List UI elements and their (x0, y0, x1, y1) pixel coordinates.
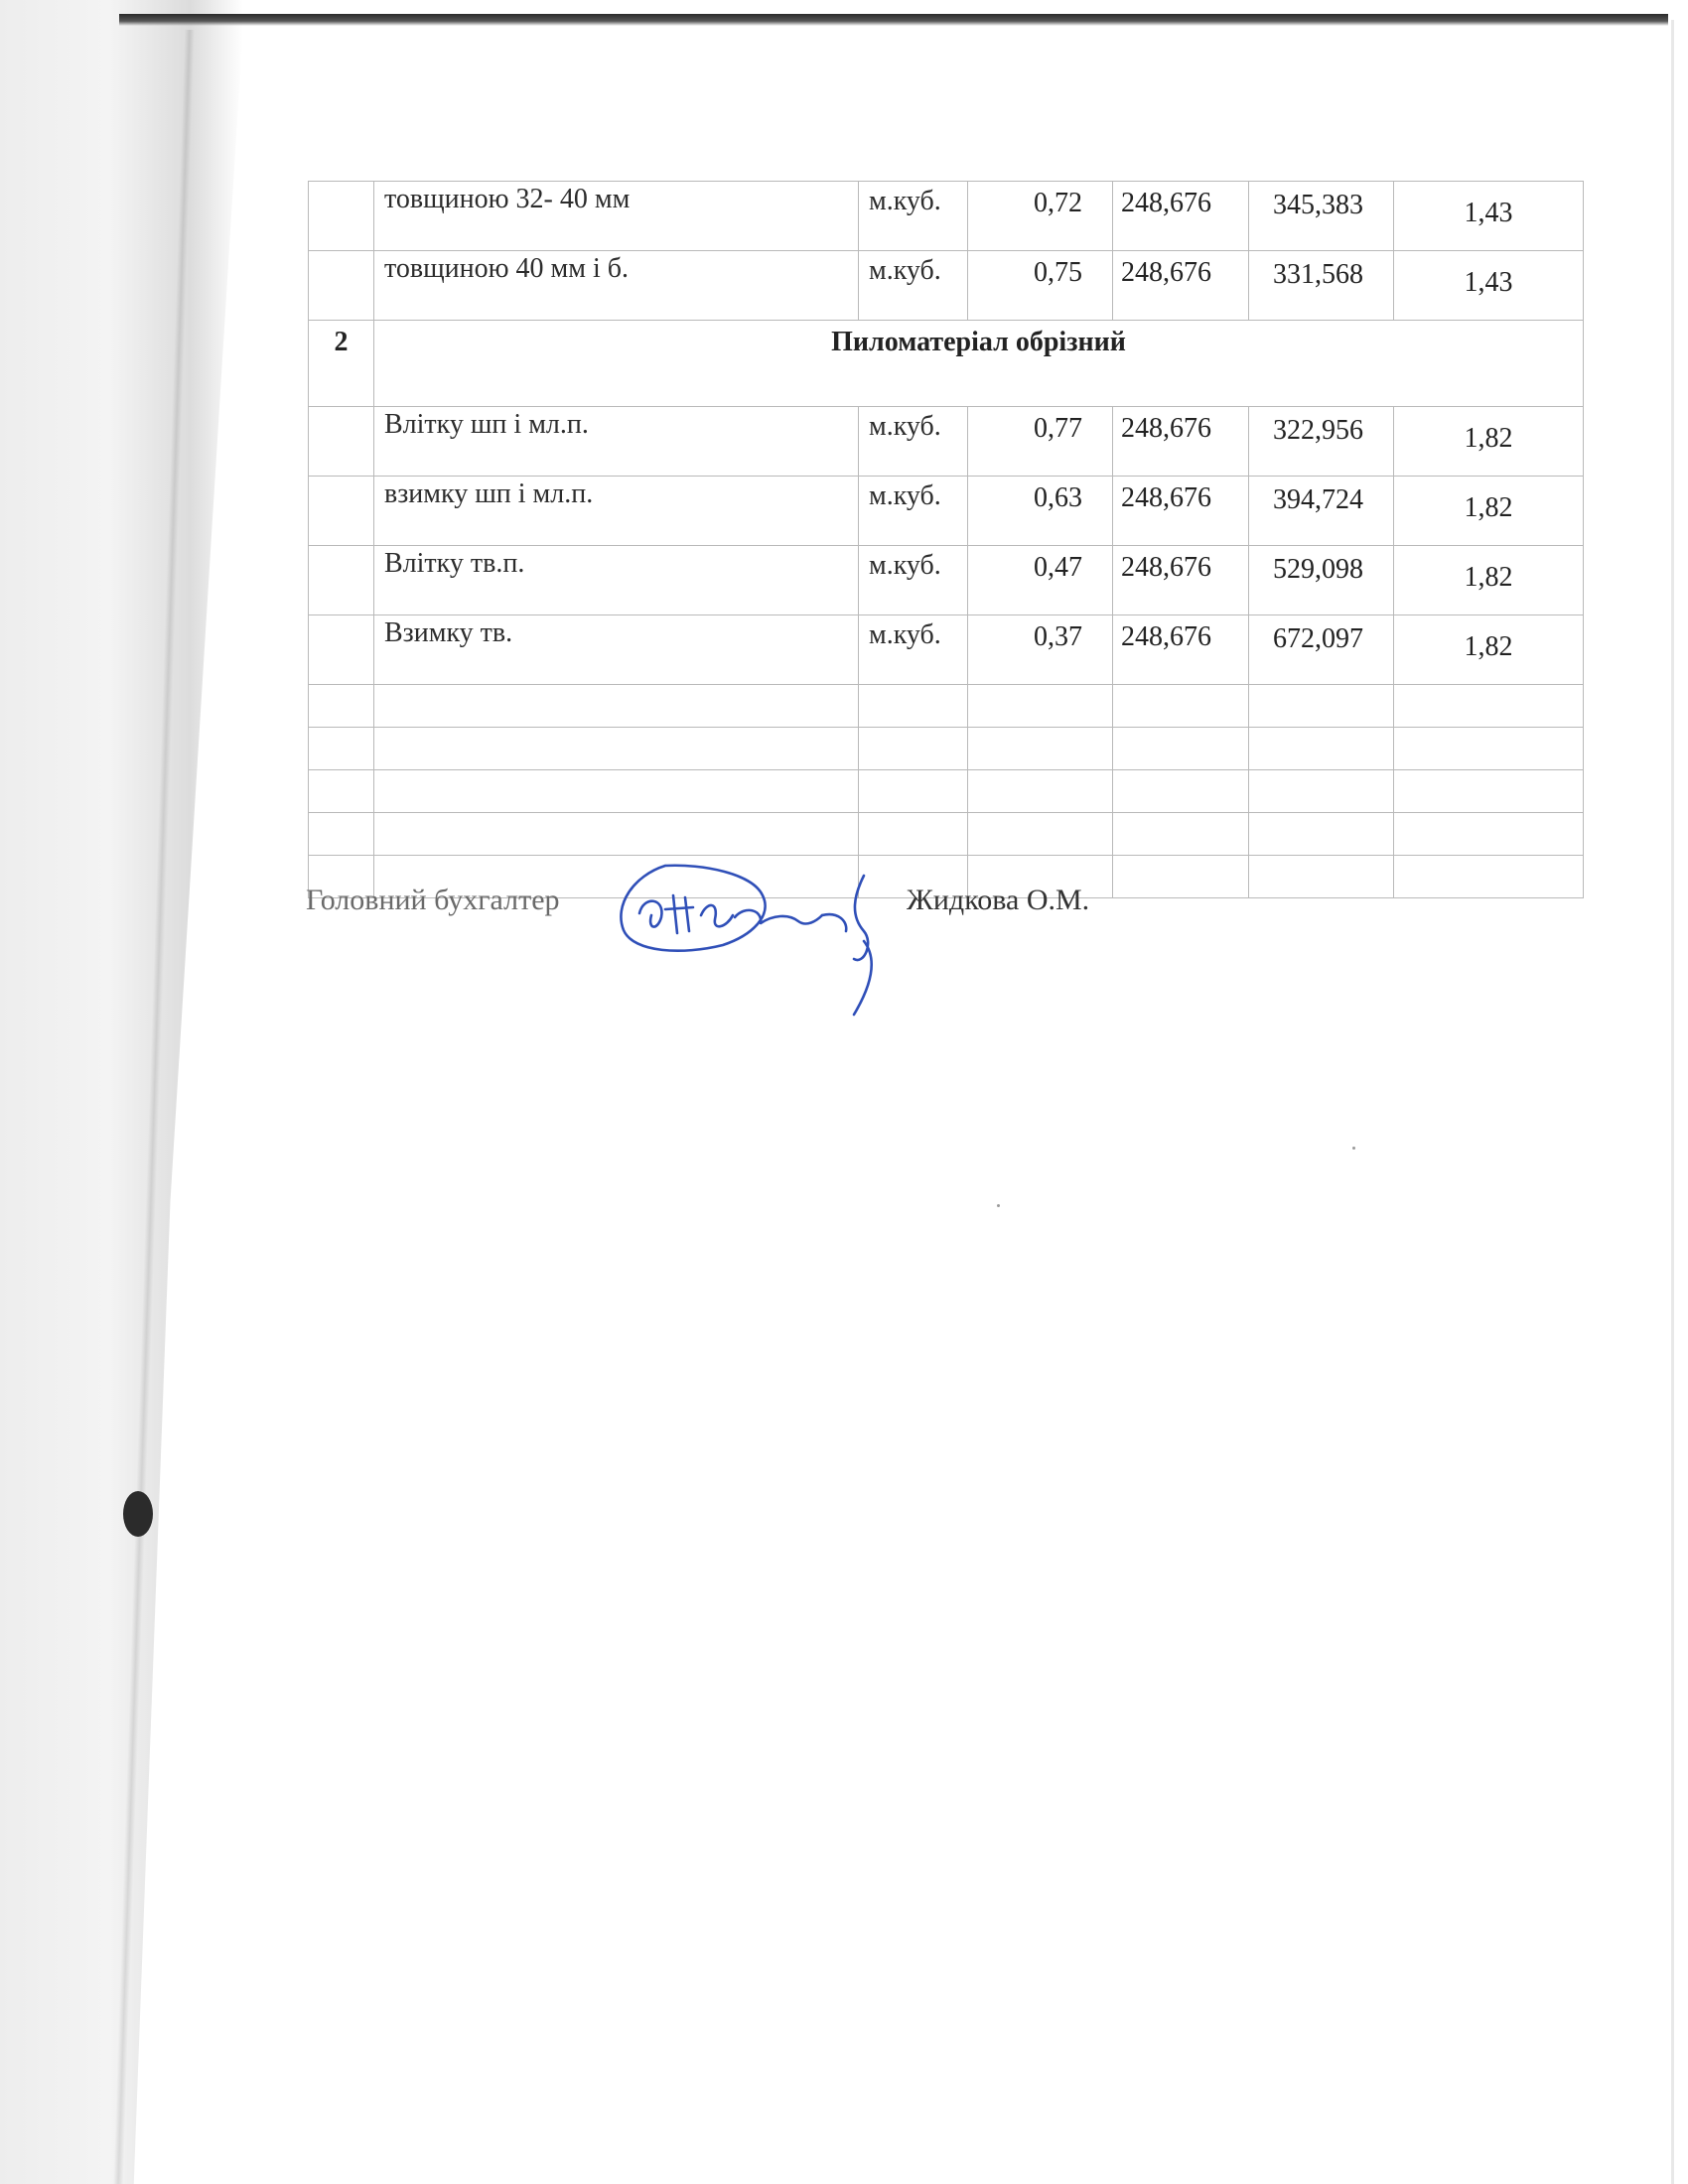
cell-unit (859, 728, 968, 770)
cell-name: Влітку шп і мл.п. (374, 407, 859, 477)
section-number: 2 (309, 321, 374, 407)
cell-coefficient: 1,43 (1394, 182, 1584, 251)
cell-number (309, 477, 374, 546)
cell-coefficient: 1,82 (1394, 477, 1584, 546)
table-row (309, 546, 1584, 615)
binding-shadow (0, 0, 243, 2184)
cell-price (1113, 813, 1249, 856)
cell-quantity (968, 770, 1113, 813)
cell-coefficient: 1,43 (1394, 251, 1584, 321)
cell-coefficient (1394, 813, 1584, 856)
table-row (309, 407, 1584, 477)
punch-hole (123, 1491, 153, 1537)
table-row (309, 615, 1584, 685)
cell-quantity (968, 685, 1113, 728)
signer-name: Жидкова О.М. (907, 884, 1090, 916)
cell-quantity (968, 813, 1113, 856)
cell-unit (859, 770, 968, 813)
cell-name: Влітку тв.п. (374, 546, 859, 615)
cell-unit: м.куб. (859, 407, 968, 477)
cell-rate: 322,956 (1249, 407, 1394, 477)
table-row (309, 728, 1584, 770)
cell-coefficient: 1,82 (1394, 407, 1584, 477)
cell-number (309, 182, 374, 251)
cell-number (309, 251, 374, 321)
cell-name: товщиною 32- 40 мм (374, 182, 859, 251)
cell-quantity: 0,47 (968, 546, 1113, 615)
cell-unit: м.куб. (859, 182, 968, 251)
cell-quantity (968, 728, 1113, 770)
scan-speck (997, 1204, 1000, 1207)
cell-rate (1249, 856, 1394, 898)
cell-number (309, 728, 374, 770)
cell-number (309, 546, 374, 615)
cell-unit: м.куб. (859, 251, 968, 321)
cell-coefficient: 1,82 (1394, 615, 1584, 685)
cell-rate (1249, 770, 1394, 813)
cell-name: Взимку тв. (374, 615, 859, 685)
cell-coefficient (1394, 728, 1584, 770)
cell-number (309, 685, 374, 728)
cell-coefficient (1394, 856, 1584, 898)
cell-price: 248,676 (1113, 182, 1249, 251)
scan-speck (1352, 1147, 1355, 1150)
cell-coefficient (1394, 770, 1584, 813)
cell-name (374, 770, 859, 813)
cell-quantity: 0,63 (968, 477, 1113, 546)
signer-role: Головний бухгалтер (306, 884, 560, 916)
cell-price: 248,676 (1113, 546, 1249, 615)
cell-rate: 529,098 (1249, 546, 1394, 615)
cell-rate: 672,097 (1249, 615, 1394, 685)
cell-unit: м.куб. (859, 477, 968, 546)
cell-name: взимку шп і мл.п. (374, 477, 859, 546)
cell-rate (1249, 813, 1394, 856)
cell-price: 248,676 (1113, 407, 1249, 477)
cell-price: 248,676 (1113, 477, 1249, 546)
cell-number (309, 770, 374, 813)
cell-rate (1249, 728, 1394, 770)
table-row (309, 251, 1584, 321)
table-row (309, 770, 1584, 813)
cell-quantity: 0,77 (968, 407, 1113, 477)
cell-unit: м.куб. (859, 546, 968, 615)
table-row (309, 477, 1584, 546)
rates-table (308, 181, 1584, 898)
cell-name (374, 685, 859, 728)
handwritten-signature (604, 836, 902, 1034)
cell-quantity: 0,72 (968, 182, 1113, 251)
cell-price (1113, 770, 1249, 813)
table-section-row (309, 321, 1584, 407)
signature-block (306, 884, 1199, 1042)
table-body (309, 182, 1584, 898)
page-edge-top (119, 14, 1668, 26)
cell-price: 248,676 (1113, 251, 1249, 321)
cell-rate: 345,383 (1249, 182, 1394, 251)
cell-number (309, 407, 374, 477)
section-title: Пиломатеріал обрізний (374, 321, 1584, 407)
cell-rate: 394,724 (1249, 477, 1394, 546)
cell-rate: 331,568 (1249, 251, 1394, 321)
cell-unit: м.куб. (859, 615, 968, 685)
page-edge-right (1671, 20, 1674, 2184)
cell-quantity: 0,37 (968, 615, 1113, 685)
cell-unit (859, 685, 968, 728)
cell-number (309, 615, 374, 685)
cell-number (309, 813, 374, 856)
cell-coefficient: 1,82 (1394, 546, 1584, 615)
cell-price (1113, 685, 1249, 728)
cell-name: товщиною 40 мм і б. (374, 251, 859, 321)
cell-rate (1249, 685, 1394, 728)
cell-name (374, 728, 859, 770)
cell-coefficient (1394, 685, 1584, 728)
table-row (309, 813, 1584, 856)
cell-price: 248,676 (1113, 615, 1249, 685)
table-row (309, 182, 1584, 251)
cell-price (1113, 728, 1249, 770)
cell-quantity: 0,75 (968, 251, 1113, 321)
table-row (309, 685, 1584, 728)
